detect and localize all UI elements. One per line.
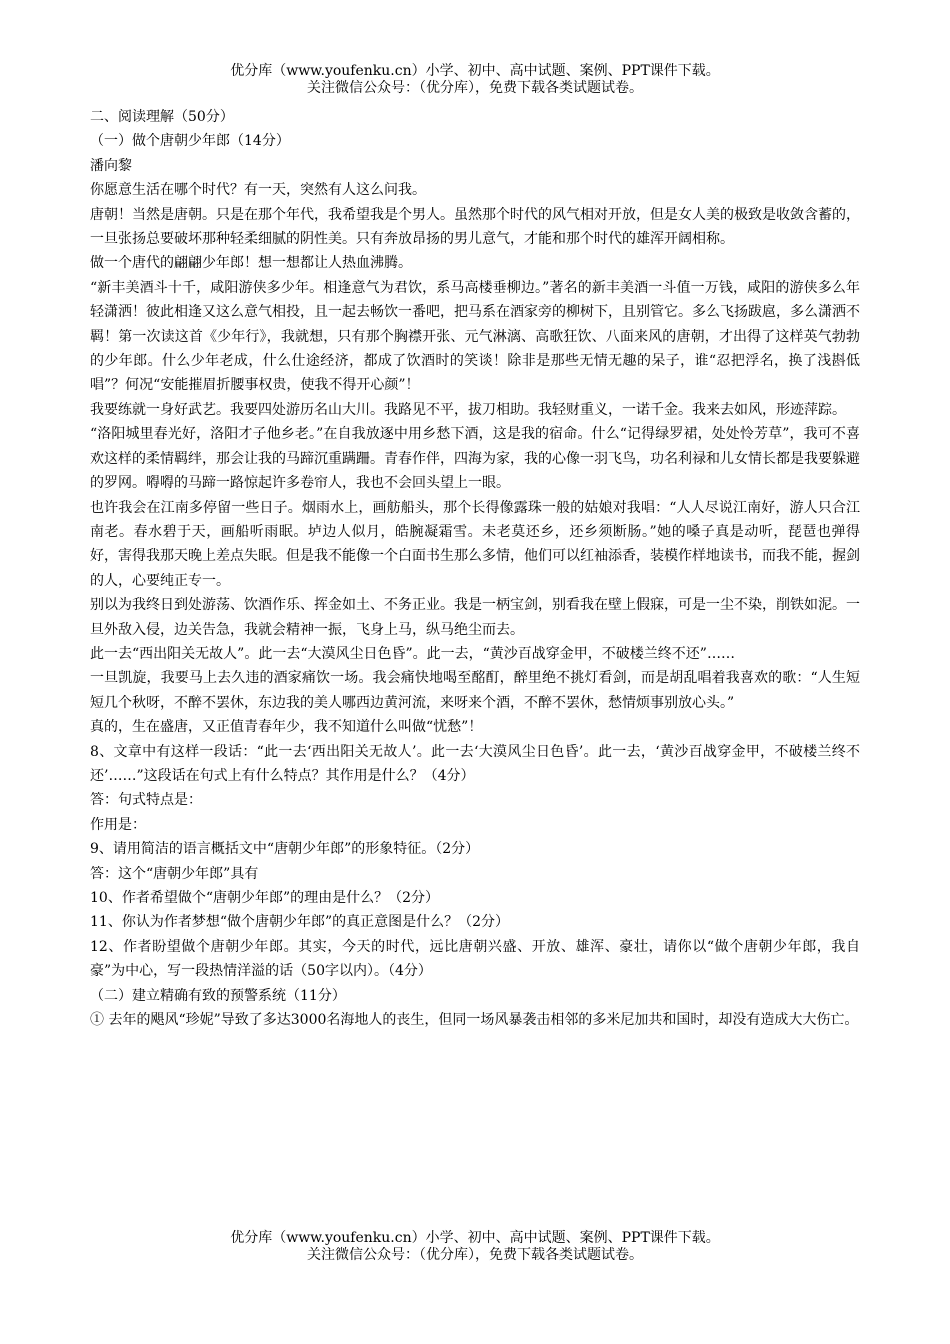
page-footer	[0, 1230, 950, 1264]
paragraph: 真的，生在盛唐，又正值青春年少，我不知道什么叫做“忧愁”！	[90, 719, 483, 736]
answer-line: 答：这个“唐朝少年郎”具有	[90, 865, 259, 882]
paragraph: “洛阳城里春光好，洛阳才子他乡老。”在自我放逐中用乡愁下酒，这是我的宿命。什么“记得绿罗裙，处处怜芳草”，我可不喜欢这样的柔情羁绊，那会让我的马蹄沉重蹒跚。青春作伴，四海为家，我的心像一羽飞鸟，功名利禄和儿女情长都是我要躲避的罗网。嘚嘚的马蹄一路惊起许多卷帘人，我也不会回头望上一眼。	[90, 426, 860, 492]
footer-line-2: 关注微信公众号：（优分库），免费下载各类试题试卷。	[307, 1247, 643, 1263]
question-12: 12、作者盼望做个唐朝少年郎。其实，今天的时代，远比唐朝兴盛、开放、雄浑、豪壮，请你以“做个唐朝少年郎，我自豪”为中心，写一段热情洋溢的话（50字以内）。（4分）	[90, 938, 860, 980]
part2-title: （二）建立精确有致的预警系统（11分）	[90, 987, 346, 1004]
answer-line: 答：句式特点是：	[90, 792, 202, 809]
question-11: 11、你认为作者梦想“做个唐朝少年郎”的真正意图是什么？（2分）	[90, 914, 510, 931]
question-8: 8、文章中有这样一段话：“此一去‘西出阳关无故人’。此一去‘大漠风尘日色昏’。此一去，‘黄沙百战穿金甲，不破楼兰终不还’……”这段话在句式上有什么特点？其作用是什么？（4分）	[90, 743, 860, 784]
section-title: 二、阅读理解（50分）	[90, 109, 234, 125]
paragraph: 唐朝！当然是唐朝。只是在那个年代，我希望我是个男人。虽然那个时代的风气相对开放，但是女人美的极致是收敛含蓄的，一旦张扬总要破坏那种轻柔细腻的阴性美。只有奔放昂扬的男儿意气，才能和那个时代的雄浑开阔相称。	[90, 206, 860, 248]
paragraph: “新丰美酒斗十千，咸阳游侠多少年。相逢意气为君饮，系马高楼垂柳边。”著名的新丰美酒一斗值一万钱，咸阳的游侠多么年轻潇洒！彼此相逢又这么意气相投，且一起去畅饮一番吧，把马系在酒家旁的柳树下，且别管它。多么飞扬跋扈，多么潇洒不羁！第一次读这首《少年行》，我就想，只有那个胸襟开张、元气淋漓、高歌狂饮、八面来风的唐朝，才出得了这样英气勃勃的少年郎。什么少年老成，什么仕途经济，都成了饮酒时的笑谈！除非是那些无情无趣的呆子，谁“忍把浮名，换了浅斟低唱”？何况“安能摧眉折腰事权贵，使我不得开心颜”！	[90, 279, 860, 394]
part1-title: （一）做个唐朝少年郎（14分）	[90, 133, 290, 150]
paragraph: 别以为我终日到处游荡、饮酒作乐、挥金如土、不务正业。我是一柄宝剑，别看我在壁上假寐，可是一尘不染，削铁如泥。一旦外敌入侵，边关告急，我就会精神一振，飞身上马，纵马绝尘而去。	[90, 597, 860, 638]
paragraph: 一旦凯旋，我要马上去久违的酒家痛饮一场。我会痛快地喝至酩酊，醉里绝不挑灯看剑，而是胡乱唱着我喜欢的歌：“人生短短几个秋呀，不醉不罢休，东边我的美人哪西边黄河流，来呀来个酒，不醉不罢休，愁情烦事别放心头。”	[90, 670, 860, 711]
paragraph: 做一个唐代的翩翩少年郎！想一想都让人热血沸腾。	[90, 255, 412, 272]
paragraph: ① 去年的飓风“珍妮”导致了多达3000名海地人的丧生，但同一场风暴袭击相邻的多米尼加共和国时，却没有造成大大伤亡。	[90, 1012, 859, 1029]
question-10: 10、作者希望做个“唐朝少年郎”的理由是什么？（2分）	[90, 890, 440, 906]
answer-line: 作用是：	[90, 816, 146, 833]
header-line-2: 关注微信公众号：（优分库），免费下载各类试题试卷。	[307, 80, 643, 96]
part1-author: 潘向黎	[90, 157, 132, 174]
question-9: 9、请用简洁的语言概括文中“唐朝少年郎”的形象特征。（2分）	[90, 841, 480, 858]
footer-line-1: 优分库（www.youfenku.cn）小学、初中、高中试题、案例、PPT课件下载。	[230, 1230, 720, 1246]
paragraph: 此一去“西出阳关无故人”。此一去“大漠风尘日色昏”。此一去，“黄沙百战穿金甲，不破楼兰终不还”……	[90, 645, 735, 662]
paragraph: 我要练就一身好武艺。我要四处游历名山大川。我路见不平，拔刀相助。我轻财重义，一诺千金。我来去如风，形迹萍踪。	[90, 401, 846, 418]
document-body	[90, 105, 860, 1032]
header-line-1: 优分库（www.youfenku.cn）小学、初中、高中试题、案例、PPT课件下载。	[230, 63, 720, 79]
paragraph: 你愿意生活在哪个时代？有一天，突然有人这么问我。	[90, 182, 426, 199]
paragraph: 也许我会在江南多停留一些日子。烟雨水上，画舫船头，那个长得像露珠一般的姑娘对我唱：“人人尽说江南好，游人只合江南老。春水碧于天，画船听雨眠。垆边人似月，皓腕凝霜雪。未老莫还乡，还乡须断肠。”她的嗓子真是动听，琵琶也弹得好，害得我那天晚上差点失眠。但是我不能像一个白面书生那么多情，他们可以红袖添香，装模作样地读书，而我不能，握剑的人，心要纯正专一。	[90, 499, 860, 589]
page-header	[0, 63, 950, 97]
